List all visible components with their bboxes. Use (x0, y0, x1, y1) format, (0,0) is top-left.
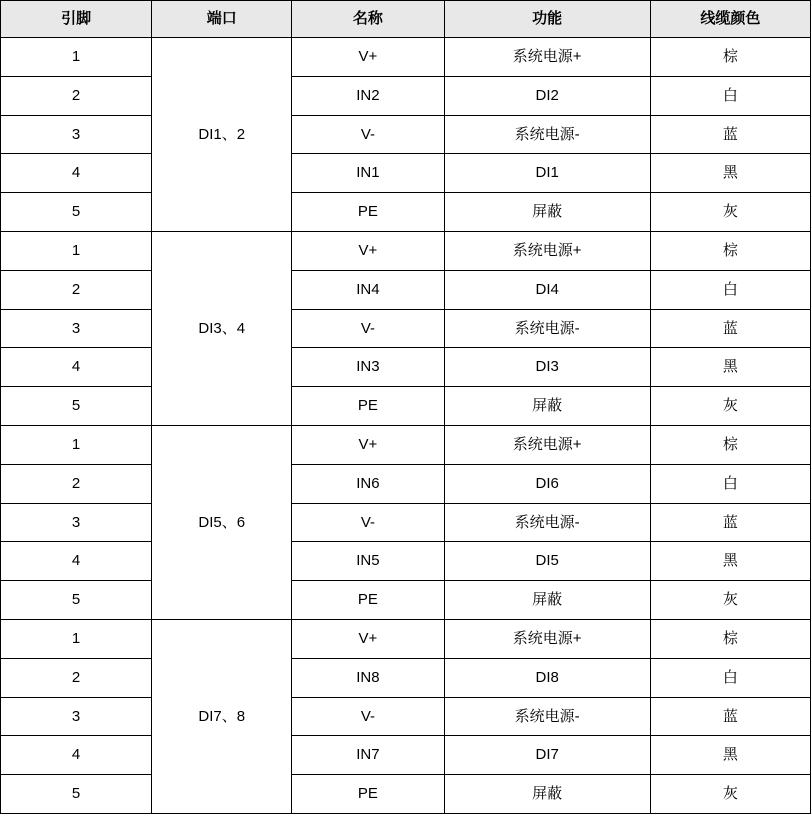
cell-cable-color: 棕 (650, 38, 810, 77)
table-row (1, 503, 811, 542)
cell-pin: 4 (1, 348, 152, 387)
cell-pin: 4 (1, 154, 152, 193)
cell-cable-color: 灰 (650, 775, 810, 814)
cell-cable-color: 蓝 (650, 697, 810, 736)
cell-function: 系统电源- (444, 115, 650, 154)
table-header-row (1, 1, 811, 38)
cell-cable-color: 棕 (650, 425, 810, 464)
cell-pin: 1 (1, 38, 152, 77)
cell-cable-color: 灰 (650, 387, 810, 426)
cell-name: V- (292, 309, 444, 348)
cell-name: PE (292, 775, 444, 814)
table-row (1, 270, 811, 309)
cell-function: 屏蔽 (444, 775, 650, 814)
cell-pin: 1 (1, 425, 152, 464)
cell-pin: 1 (1, 231, 152, 270)
table-row (1, 76, 811, 115)
cell-name: V- (292, 503, 444, 542)
cell-pin: 2 (1, 658, 152, 697)
cell-function: DI6 (444, 464, 650, 503)
cell-port: DI1、2 (152, 38, 292, 232)
cell-function: DI4 (444, 270, 650, 309)
cell-function: DI8 (444, 658, 650, 697)
cell-cable-color: 黑 (650, 154, 810, 193)
cell-pin: 4 (1, 736, 152, 775)
cell-function: 系统电源+ (444, 619, 650, 658)
cell-name: V- (292, 697, 444, 736)
cell-name: V+ (292, 231, 444, 270)
cell-function: 屏蔽 (444, 193, 650, 232)
table-row (1, 775, 811, 814)
cell-pin: 3 (1, 503, 152, 542)
cell-cable-color: 棕 (650, 231, 810, 270)
table-row (1, 619, 811, 658)
cell-pin: 2 (1, 270, 152, 309)
cell-name: PE (292, 387, 444, 426)
table-row (1, 348, 811, 387)
cell-cable-color: 白 (650, 270, 810, 309)
table-row (1, 231, 811, 270)
cell-port: DI7、8 (152, 619, 292, 813)
cell-name: V+ (292, 38, 444, 77)
column-header-name: 名称 (292, 1, 444, 38)
table-body (1, 38, 811, 814)
cell-cable-color: 蓝 (650, 309, 810, 348)
cell-cable-color: 黑 (650, 736, 810, 775)
cell-function: 系统电源- (444, 697, 650, 736)
cell-function: DI2 (444, 76, 650, 115)
cell-cable-color: 黑 (650, 348, 810, 387)
table-row (1, 154, 811, 193)
cell-cable-color: 蓝 (650, 503, 810, 542)
cell-name: PE (292, 581, 444, 620)
table-row (1, 542, 811, 581)
cell-pin: 4 (1, 542, 152, 581)
cell-name: IN8 (292, 658, 444, 697)
cell-pin: 1 (1, 619, 152, 658)
table-row (1, 736, 811, 775)
table-row (1, 697, 811, 736)
cell-function: 屏蔽 (444, 581, 650, 620)
table-row (1, 387, 811, 426)
cell-function: DI1 (444, 154, 650, 193)
cell-name: PE (292, 193, 444, 232)
cell-function: 系统电源- (444, 309, 650, 348)
cell-function: 系统电源+ (444, 425, 650, 464)
table-row (1, 38, 811, 77)
cell-port: DI5、6 (152, 425, 292, 619)
cell-port: DI3、4 (152, 231, 292, 425)
cell-function: DI5 (444, 542, 650, 581)
cell-cable-color: 棕 (650, 619, 810, 658)
cell-pin: 3 (1, 697, 152, 736)
cell-function: 系统电源+ (444, 38, 650, 77)
cell-name: IN7 (292, 736, 444, 775)
cell-function: 系统电源- (444, 503, 650, 542)
table-row (1, 425, 811, 464)
cell-cable-color: 灰 (650, 193, 810, 232)
cell-name: IN3 (292, 348, 444, 387)
cell-cable-color: 白 (650, 658, 810, 697)
cell-cable-color: 白 (650, 76, 810, 115)
cell-name: V- (292, 115, 444, 154)
cell-pin: 2 (1, 464, 152, 503)
cell-cable-color: 黑 (650, 542, 810, 581)
cell-function: DI3 (444, 348, 650, 387)
table-row (1, 115, 811, 154)
cell-name: V+ (292, 425, 444, 464)
cell-name: V+ (292, 619, 444, 658)
table-row (1, 658, 811, 697)
cell-pin: 5 (1, 775, 152, 814)
cell-name: IN1 (292, 154, 444, 193)
table-row (1, 193, 811, 232)
cell-pin: 5 (1, 387, 152, 426)
cell-cable-color: 白 (650, 464, 810, 503)
cell-name: IN4 (292, 270, 444, 309)
column-header-function: 功能 (444, 1, 650, 38)
table-row (1, 581, 811, 620)
cell-name: IN2 (292, 76, 444, 115)
column-header-pin: 引脚 (1, 1, 152, 38)
column-header-port: 端口 (152, 1, 292, 38)
cell-pin: 3 (1, 115, 152, 154)
table-row (1, 464, 811, 503)
cell-pin: 5 (1, 581, 152, 620)
cell-cable-color: 蓝 (650, 115, 810, 154)
cell-function: DI7 (444, 736, 650, 775)
cell-name: IN5 (292, 542, 444, 581)
cell-pin: 3 (1, 309, 152, 348)
cell-pin: 2 (1, 76, 152, 115)
cell-cable-color: 灰 (650, 581, 810, 620)
cell-function: 屏蔽 (444, 387, 650, 426)
table-row (1, 309, 811, 348)
cell-pin: 5 (1, 193, 152, 232)
cell-function: 系统电源+ (444, 231, 650, 270)
column-header-cable-color: 线缆颜色 (650, 1, 810, 38)
table-header (1, 1, 811, 38)
cell-name: IN6 (292, 464, 444, 503)
